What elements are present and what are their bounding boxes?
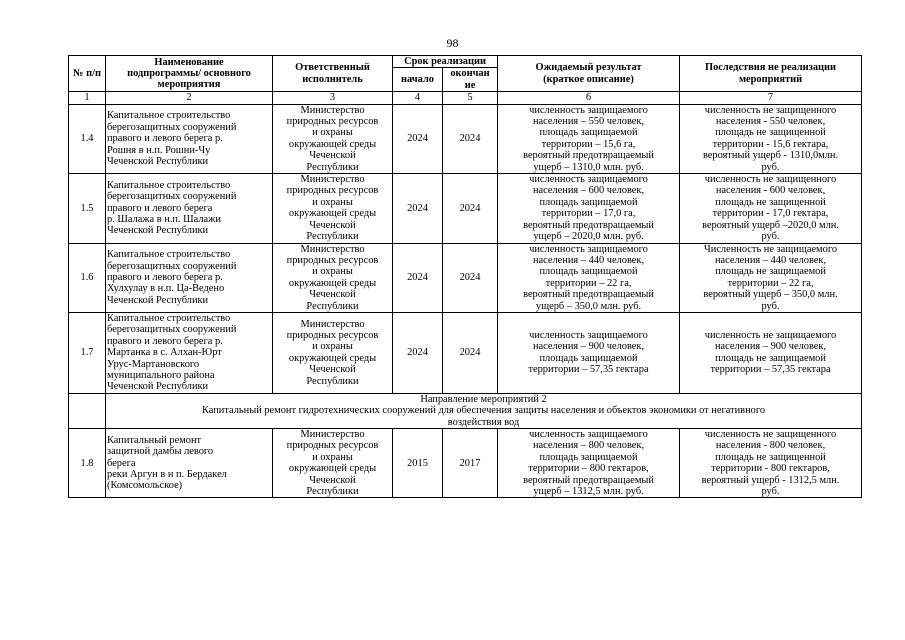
- responsible-executor: Министерство природных ресурсов и охраны окружающей среды Чеченской Республики: [273, 104, 393, 173]
- page-number: 98: [446, 36, 459, 50]
- measure-name: Капитальный ремонт защитной дамбы левого берега реки Аргун в н п. Бердакел (Комсомольское): [106, 429, 273, 498]
- header-responsible: Ответственный исполнитель: [273, 56, 393, 92]
- section-row: [69, 393, 862, 428]
- header-end: окончан ие: [443, 68, 498, 92]
- expected-result: численность защищаемого населения – 600 человек, площадь защищаемой территории – 17,0 га, вероятный предотвращаемый ущерб – 2020,0 млн. руб.: [498, 174, 680, 243]
- row-number: 1.5: [69, 174, 106, 243]
- column-number: 1: [69, 92, 106, 104]
- section-heading: [106, 393, 862, 428]
- header-period: Срок реализации: [393, 56, 498, 68]
- column-number: 3: [273, 92, 393, 104]
- column-number: 4: [393, 92, 443, 104]
- column-number: 5: [443, 92, 498, 104]
- measure-name: Капитальное строительство берегозащитных сооружений правого и левого берега р. Мартанка в с. Алхан-Юрт Урус-Мартановского муниципального района Чеченской Республики: [106, 312, 273, 393]
- responsible-executor: Министерство природных ресурсов и охраны окружающей среды Чеченской Республики: [273, 243, 393, 312]
- responsible-executor: Министерство природных ресурсов и охраны окружающей среды Чеченской Республики: [273, 312, 393, 393]
- measures-table: [68, 55, 862, 498]
- section-empty-cell: [69, 393, 106, 428]
- start-year: 2015: [393, 429, 443, 498]
- header-row: [69, 56, 862, 68]
- section-description: Капитальный ремонт гидротехнических сооружений для обеспечения защиты населения и объектов экономики от негативного воздействия вод: [201, 405, 766, 428]
- responsible-executor: Министерство природных ресурсов и охраны окружающей среды Чеченской Республики: [273, 174, 393, 243]
- section-title: Направление мероприятий 2: [420, 393, 547, 405]
- consequences: численность не защищаемого населения – 900 человек, площадь не защищаемой территории – 57,35 гектара: [680, 312, 862, 393]
- expected-result: численность защищаемого населения – 800 человек, площадь защищаемой территории – 800 гектаров, вероятный предотвращаемый ущерб – 1312,5 млн. руб.: [498, 429, 680, 498]
- end-year: 2024: [443, 243, 498, 312]
- responsible-executor: Министерство природных ресурсов и охраны окружающей среды Чеченской Республики: [273, 429, 393, 498]
- consequences: численность не защищенного населения - 550 человек, площадь не защищенной территории - 15,6 гектара, вероятный ущерб - 1310,0млн. руб.: [680, 104, 862, 173]
- start-year: 2024: [393, 104, 443, 173]
- consequences: численность не защищенного населения - 600 человек, площадь не защищенной территории - 17,0 гектара, вероятный ущерб –2020,0 млн. руб.: [680, 174, 862, 243]
- table-row: [69, 104, 862, 173]
- column-number: 7: [680, 92, 862, 104]
- end-year: 2017: [443, 429, 498, 498]
- header-num: № п/п: [69, 56, 106, 92]
- row-number: 1.6: [69, 243, 106, 312]
- header-name: Наименование подпрограммы/ основного мероприятия: [106, 56, 273, 92]
- measure-name: Капитальное строительство берегозащитных сооружений правого и левого берега р. Рошня в н.п. Рошни-Чу Чеченской Республики: [106, 104, 273, 173]
- measure-name: Капитальное строительство берегозащитных сооружений правого и левого берега р. Шалажа в н.п. Шалажи Чеченской Республики: [106, 174, 273, 243]
- column-number: 6: [498, 92, 680, 104]
- header-expected: Ожидаемый результат (краткое описание): [498, 56, 680, 92]
- end-year: 2024: [443, 174, 498, 243]
- column-number: 2: [106, 92, 273, 104]
- expected-result: численность защищаемого населения – 550 человек, площадь защищаемой территории – 15,6 га, вероятный предотвращаемый ущерб – 1310,0 млн. руб.: [498, 104, 680, 173]
- consequences: численность не защищенного населения - 800 человек, площадь не защищенной территории - 800 гектаров, вероятный ущерб - 1312,5 млн. руб.: [680, 429, 862, 498]
- start-year: 2024: [393, 174, 443, 243]
- table-row: [69, 243, 862, 312]
- table-row: [69, 174, 862, 243]
- measure-name: Капитальное строительство берегозащитных сооружений правого и левого берега р. Хулхулау в н.п. Ца-Ведено Чеченской Республики: [106, 243, 273, 312]
- column-number-row: [69, 92, 862, 104]
- header-start: начало: [393, 68, 443, 92]
- consequences: Численность не защищаемого населения – 440 человек, площадь не защищаемой территории – 22 га, вероятный ущерб – 350,0 млн. руб.: [680, 243, 862, 312]
- end-year: 2024: [443, 312, 498, 393]
- end-year: 2024: [443, 104, 498, 173]
- row-number: 1.8: [69, 429, 106, 498]
- row-number: 1.4: [69, 104, 106, 173]
- header-consequences: Последствия не реализации мероприятий: [680, 56, 862, 92]
- expected-result: численность защищаемого населения – 900 человек, площадь защищаемой территории – 57,35 гектара: [498, 312, 680, 393]
- expected-result: численность защищаемого населения – 440 человек, площадь защищаемой территории – 22 га, вероятный предотвращаемый ущерб – 350,0 млн. руб.: [498, 243, 680, 312]
- table-row: [69, 429, 862, 498]
- start-year: 2024: [393, 243, 443, 312]
- table-row: [69, 312, 862, 393]
- start-year: 2024: [393, 312, 443, 393]
- row-number: 1.7: [69, 312, 106, 393]
